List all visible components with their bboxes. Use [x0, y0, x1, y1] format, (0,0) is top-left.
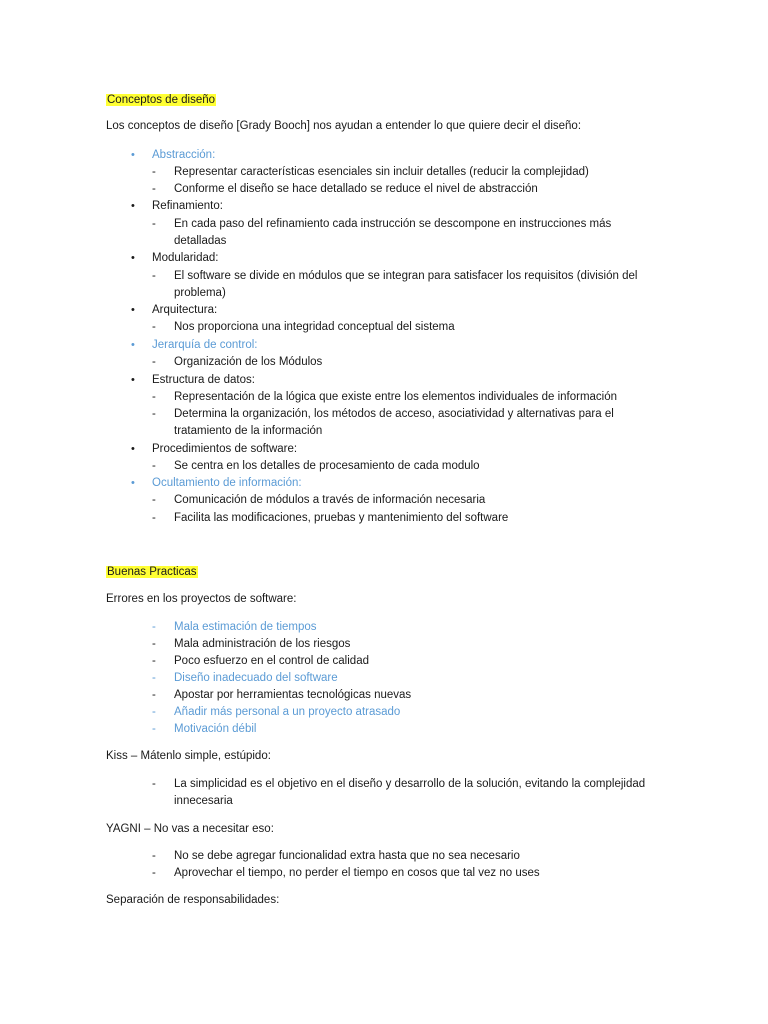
section-heading-conceptos [106, 92, 216, 109]
sub-item-text: Representación de la lógica que existe entre los elementos individuales de información [174, 391, 618, 403]
dash-icon: - [152, 356, 156, 368]
dash-icon: - [152, 408, 156, 420]
dash-icon: - [152, 655, 156, 667]
heading-highlight: Conceptos de diseño [107, 94, 216, 106]
dash-icon: - [152, 867, 156, 879]
error-item-text: Poco esfuerzo en el control de calidad [174, 655, 369, 667]
sub-item-text: Comunicación de módulos a través de información necesaria [174, 494, 486, 506]
dash-icon: - [152, 321, 156, 333]
list-item-label: Modularidad: [152, 252, 219, 264]
sub-item-text: En cada paso del refinamiento cada instrucción se descompone en instrucciones más detalladas [174, 218, 612, 247]
bullet-icon: • [131, 304, 135, 316]
dash-icon: - [152, 778, 156, 790]
error-item-text: Diseño inadecuado del software [174, 672, 338, 684]
sub-item-text: Determina la organización, los métodos de acceso, asociatividad y alternativas para el tratamiento de la información [174, 408, 614, 437]
list-item-label: Jerarquía de control: [152, 339, 258, 351]
kiss-item-text: La simplicidad es el objetivo en el diseño y desarrollo de la solución, evitando la complejidad innecesaria [174, 778, 646, 807]
separacion-title: Separación de responsabilidades: [106, 894, 280, 906]
dash-icon: - [152, 638, 156, 650]
dash-icon: - [152, 218, 156, 230]
sub-item-text: Conforme el diseño se hace detallado se reduce el nivel de abstracción [174, 183, 538, 195]
list-item-label: Refinamiento: [152, 200, 223, 212]
bullet-icon: • [131, 443, 135, 455]
error-item-text: Mala estimación de tiempos [174, 621, 317, 633]
bullet-icon: • [131, 374, 135, 386]
bullet-icon: • [131, 149, 135, 161]
sub-item-text: Nos proporciona una integridad conceptual del sistema [174, 321, 455, 333]
sub-item-text: Representar características esenciales sin incluir detalles (reducir la complejidad) [174, 166, 589, 178]
error-item-text: Apostar por herramientas tecnológicas nuevas [174, 689, 412, 701]
intro-paragraph: Los conceptos de diseño [Grady Booch] nos ayudan a entender lo que quiere decir el diseño: [106, 120, 582, 132]
sub-item-text: El software se divide en módulos que se integran para satisfacer los requisitos (división del problema) [174, 270, 638, 299]
list-item-label: Arquitectura: [152, 304, 218, 316]
dash-icon: - [152, 166, 156, 178]
dash-icon: - [152, 621, 156, 633]
bullet-icon: • [131, 477, 135, 489]
dash-icon: - [152, 494, 156, 506]
error-item-text: Mala administración de los riesgos [174, 638, 351, 650]
yagni-title: YAGNI – No vas a necesitar eso: [106, 823, 274, 835]
error-item-text: Motivación débil [174, 723, 257, 735]
dash-icon: - [152, 672, 156, 684]
dash-icon: - [152, 183, 156, 195]
dash-icon: - [152, 391, 156, 403]
list-item-label: Abstracción: [152, 149, 216, 161]
list-item-label: Ocultamiento de información: [152, 477, 302, 489]
dash-icon: - [152, 460, 156, 472]
dash-icon: - [152, 723, 156, 735]
sub-item-text: Organización de los Módulos [174, 356, 323, 368]
list-item-label: Estructura de datos: [152, 374, 255, 386]
dash-icon: - [152, 850, 156, 862]
error-item-text: Añadir más personal a un proyecto atrasado [174, 706, 401, 718]
bullet-icon: • [131, 252, 135, 264]
section-heading-buenas-practicas [106, 564, 198, 581]
dash-icon: - [152, 706, 156, 718]
errors-intro: Errores en los proyectos de software: [106, 593, 297, 605]
sub-item-text: Se centra en los detalles de procesamiento de cada modulo [174, 460, 480, 472]
yagni-item-text: No se debe agregar funcionalidad extra hasta que no sea necesario [174, 850, 520, 862]
dash-icon: - [152, 512, 156, 524]
heading-highlight: Buenas Practicas [107, 566, 197, 578]
dash-icon: - [152, 270, 156, 282]
yagni-item-text: Aprovechar el tiempo, no perder el tiempo en cosos que tal vez no uses [174, 867, 540, 879]
list-item-label: Procedimientos de software: [152, 443, 298, 455]
kiss-title: Kiss – Mátenlo simple, estúpido: [106, 750, 271, 762]
sub-item-text: Facilita las modificaciones, pruebas y mantenimiento del software [174, 512, 509, 524]
dash-icon: - [152, 689, 156, 701]
bullet-icon: • [131, 200, 135, 212]
bullet-icon: • [131, 339, 135, 351]
